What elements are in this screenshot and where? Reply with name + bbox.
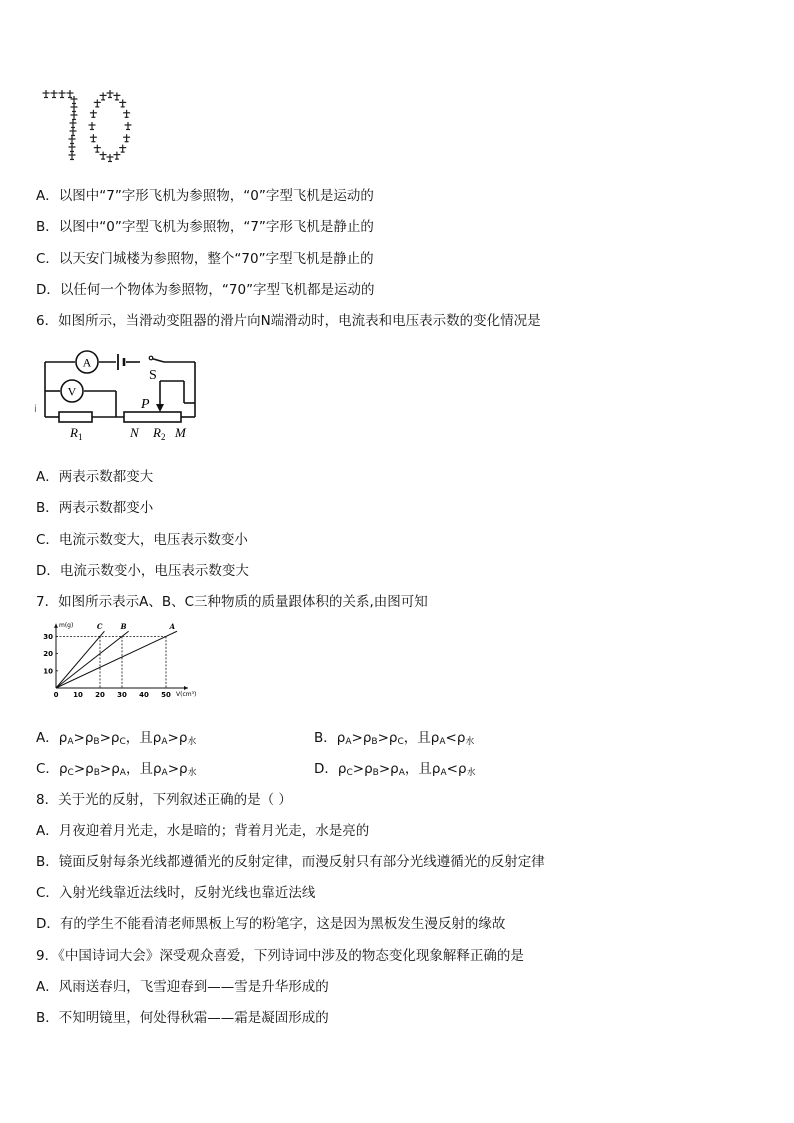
- plane-mark: [69, 152, 76, 160]
- q8-stem: 8．关于光的反射，下列叙述正确的是（ ）: [36, 792, 292, 808]
- x-tick-label: 50: [161, 691, 171, 699]
- plane-mark: [119, 99, 126, 107]
- x-tick-label: 10: [73, 691, 83, 699]
- r2-label: $R_2$: [153, 425, 166, 442]
- plane-mark: [119, 145, 126, 153]
- x-tick-label: 0: [53, 691, 59, 699]
- voltmeter-label: V: [67, 384, 77, 399]
- series-label-a: A: [169, 622, 175, 632]
- series-line-c: [56, 631, 104, 688]
- q8-option-c: C．入射光线靠近法线时，反射光线也靠近法线: [36, 885, 316, 901]
- plane-mark: [59, 90, 66, 98]
- series-label-c: C: [96, 622, 103, 632]
- plane-mark: [94, 145, 101, 153]
- switch-label: S: [149, 368, 157, 383]
- plane-mark: [51, 90, 58, 98]
- q6-option-d: D．电流示数变小，电压表示数变大: [36, 563, 249, 579]
- plane-mark: [71, 104, 78, 112]
- plane-mark: [69, 144, 76, 152]
- series-line-b: [56, 631, 129, 688]
- x-tick-label: 20: [95, 691, 105, 699]
- r1-label: $R_1$: [70, 425, 83, 442]
- plane-mark: [107, 90, 114, 98]
- plane-mark: [43, 90, 50, 98]
- q5-option-c: C．以天安门城楼为参照物，整个“70”字型飞机是静止的: [36, 251, 374, 267]
- series-label-b: B: [120, 622, 127, 632]
- q6-option-b: B．两表示数都变小: [36, 500, 154, 516]
- q5-option-a: A．以图中“7”字形飞机为参照物，“0”字型飞机是运动的: [36, 188, 374, 204]
- q9-stem: 9．《中国诗词大会》深受观众喜爱，下列诗词中涉及的物态变化现象解释正确的是: [36, 948, 524, 964]
- series-line-a: [56, 631, 177, 688]
- plane-mark: [100, 92, 107, 100]
- q9-option-a: A．风雨送春归，飞雪迎春到——雪是升华形成的: [36, 979, 329, 995]
- slider-label: P: [141, 397, 150, 412]
- plane-mark: [107, 154, 114, 162]
- plane-mark: [89, 122, 96, 130]
- plane-mark: [100, 152, 107, 160]
- y-axis-arrow: [54, 624, 58, 628]
- mass-volume-chart: [36, 622, 206, 702]
- y-axis-label: m(g): [59, 621, 74, 629]
- plane-mark: [70, 128, 77, 136]
- x-axis-arrow: [184, 686, 188, 690]
- q7-option-d: D．$\rho_C>\rho_B>\rho_A$，且$\rho_A<\rho_水$: [314, 761, 476, 778]
- q7-option-c: C．$\rho_C>\rho_B>\rho_A$，且$\rho_A>\rho_水$: [36, 761, 197, 778]
- x-axis-label: V(cm³): [176, 691, 197, 698]
- x-tick-label: 30: [117, 691, 127, 699]
- q6-option-c: C．电流示数变大，电压表示数变小: [36, 532, 248, 548]
- plane-mark: [113, 152, 120, 160]
- q8-option-b: B．镜面反射每条光线都遵循光的反射定律，而漫反射只有部分光线遵循光的反射定律: [36, 854, 545, 870]
- y-tick-label: 30: [43, 632, 53, 641]
- x-tick-label: 40: [139, 691, 149, 699]
- q7-option-a: A．$\rho_A>\rho_B>\rho_C$，且$\rho_A>\rho_水$: [36, 730, 197, 747]
- plane-mark: [123, 110, 130, 118]
- q7-stem: 7．如图所示表示A、B、C三种物质的质量跟体积的关系,由图可知: [36, 594, 428, 610]
- q7-option-b: B．$\rho_A>\rho_B>\rho_C$，且$\rho_A<\rho_水$: [314, 730, 475, 747]
- q6-option-a: A．两表示数都变大: [36, 469, 154, 485]
- y-tick-label: 20: [43, 650, 53, 659]
- circuit-diagram: [34, 348, 204, 442]
- plane-mark: [69, 136, 76, 144]
- plane-mark: [123, 134, 130, 142]
- y-tick-label: 10: [43, 667, 53, 676]
- plane-mark: [94, 99, 101, 107]
- q8-option-a: A．月夜迎着月光走，水是暗的；背着月光走，水是亮的: [36, 823, 370, 839]
- n-label: N: [130, 425, 139, 440]
- m-label: M: [175, 425, 186, 440]
- plane-mark: [90, 134, 97, 142]
- q5-option-d: D．以任何一个物体为参照物，“70”字型飞机都是运动的: [36, 282, 375, 298]
- margin-mark: i: [34, 404, 37, 415]
- plane-mark: [113, 92, 120, 100]
- ammeter-label: A: [82, 355, 92, 370]
- plane-mark: [125, 122, 132, 130]
- formation-figure: [40, 86, 140, 166]
- q6-stem: 6．如图所示，当滑动变阻器的滑片向N端滑动时，电流表和电压表示数的变化情况是: [36, 313, 541, 329]
- plane-mark: [90, 110, 97, 118]
- q8-option-d: D．有的学生不能看清老师黑板上写的粉笔字，这是因为黑板发生漫反射的缘故: [36, 916, 506, 932]
- q9-option-b: B．不知明镜里，何处得秋霜——霜是凝固形成的: [36, 1010, 329, 1026]
- q5-option-b: B．以图中“0”字型飞机为参照物，“7”字形飞机是静止的: [36, 219, 374, 235]
- plane-mark: [71, 112, 78, 120]
- plane-mark: [70, 120, 77, 128]
- plane-mark: [67, 90, 74, 98]
